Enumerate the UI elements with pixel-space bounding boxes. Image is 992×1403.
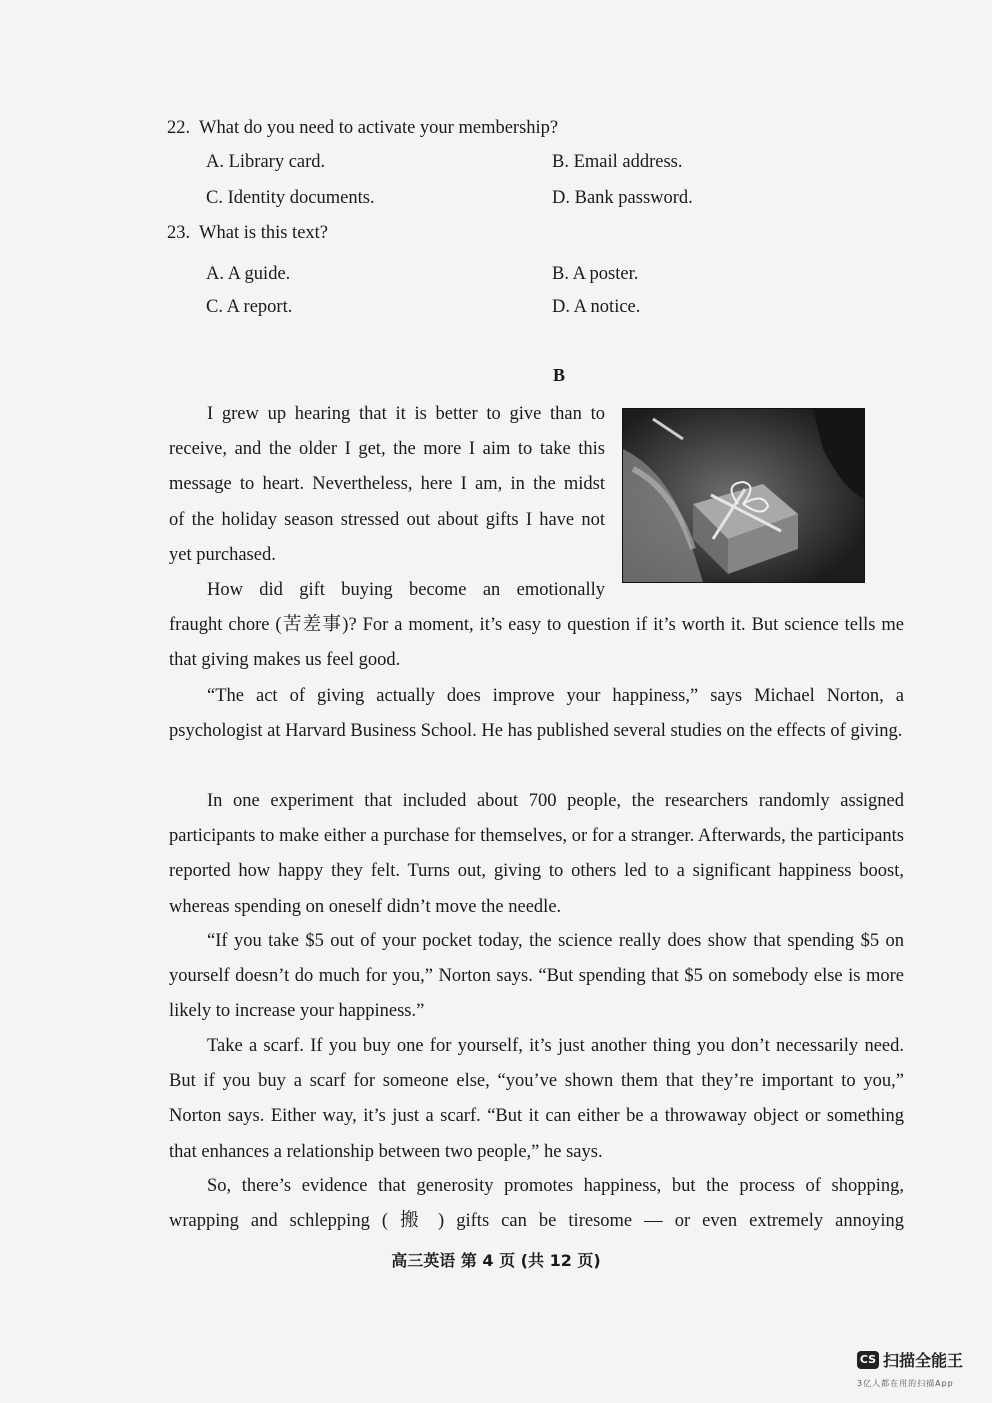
gift-illustration <box>623 409 864 582</box>
paragraph-5: “If you take $5 out of your pocket today, the science really does show that spending $5 on yourself doesn’t do much for you,” Norton says. “But spending that $5 on somebody else is more likely to increase your happiness.” <box>169 931 904 1022</box>
question-text: What do you need to activate your membership? <box>199 118 559 138</box>
paragraph-4: In one experiment that included about 700 people, the researchers randomly assigned participants to make either a purchase for themselves, or for a stranger. Afterwards, the participants reported how happy they felt. Turns out, giving to others led to a significant happiness boost, whereas spending on oneself didn’t move the needle. <box>169 791 904 917</box>
page-footer: 高三英语 第 4 页 (共 12 页) <box>391 1251 601 1270</box>
section-heading: B <box>553 365 566 385</box>
option-a: A. Library card. <box>206 152 326 172</box>
paragraph-2 <box>169 573 904 679</box>
paragraph-line: fraught chore (苦差事)? For a moment, it’s easy to question if it’s worth it. But science tells me <box>169 615 904 636</box>
paragraph-line: I grew up hearing that it is better to give than to <box>207 404 605 424</box>
gift-photo <box>622 408 865 583</box>
question-number: 22. <box>167 118 191 138</box>
option-c: C. Identity documents. <box>206 188 375 208</box>
paragraph-line: How did gift buying become an emotionally <box>207 580 605 600</box>
option-d: D. A notice. <box>552 297 641 317</box>
camscanner-logo-icon: CS <box>857 1351 879 1369</box>
option-d: D. Bank password. <box>552 188 693 208</box>
question-text: What is this text? <box>199 223 329 243</box>
scanner-watermark <box>857 1348 963 1371</box>
watermark-title: 扫描全能王 <box>883 1351 964 1370</box>
option-a: A. A guide. <box>206 264 291 284</box>
paragraph-7: So, there’s evidence that generosity promotes happiness, but the process of shopping, wrapping and schlepping ( 搬 ) gifts can be tiresome — or even extremely annoying <box>169 1176 904 1232</box>
paragraph-3: “The act of giving actually does improve your happiness,” says Michael Norton, a psychologist at Harvard Business School. He has published several studies on the effects of giving. <box>169 686 904 742</box>
paragraph-6: Take a scarf. If you buy one for yourself, it’s just another thing you don’t necessarily need. But if you buy a scarf for someone else, “you’ve shown them that they’re important to you,” Norton says. Either way, it’s just a scarf. “But it can either be a throwaway object or something that enhances a relationship between two people,” he says. <box>169 1036 904 1162</box>
question-22-stem <box>167 116 558 140</box>
watermark-subtitle: 3亿人都在用的扫描App <box>857 1379 954 1388</box>
paragraph-line: yet purchased. <box>169 544 276 565</box>
paragraph-line: of the holiday season stressed out about gifts I have not <box>169 509 605 530</box>
option-b: B. A poster. <box>552 264 639 284</box>
paragraph-line: message to heart. Nevertheless, here I am, in the midst <box>169 474 605 495</box>
question-number: 23. <box>167 223 191 243</box>
option-c: C. A report. <box>206 297 293 317</box>
question-23-stem <box>167 221 328 245</box>
paragraph-line: receive, and the older I get, the more I aim to take this <box>169 439 605 460</box>
option-b: B. Email address. <box>552 152 683 172</box>
paragraph-1 <box>169 397 605 573</box>
paragraph-line: that giving makes us feel good. <box>169 650 401 671</box>
